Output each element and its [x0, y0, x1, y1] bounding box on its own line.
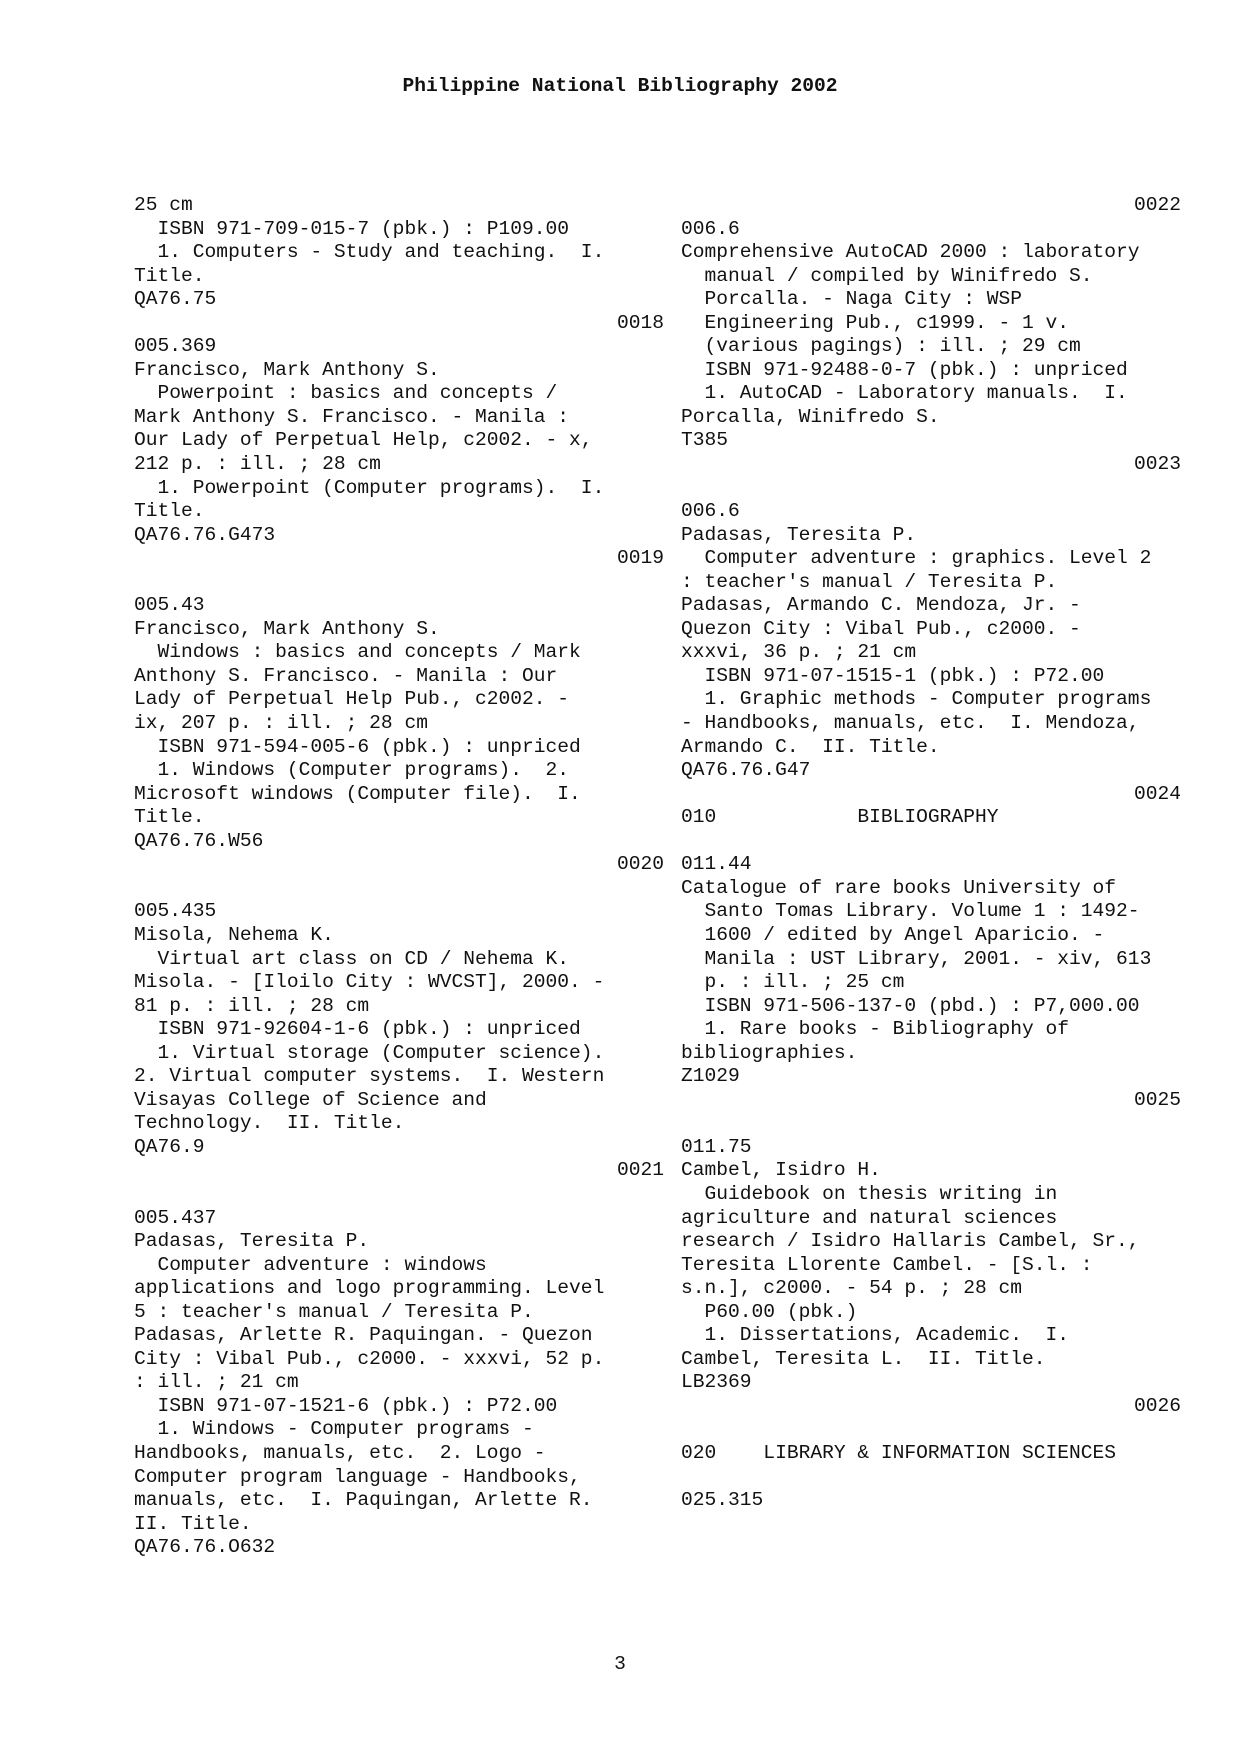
entry-line	[134, 877, 664, 901]
entry-line: Lady of Perpetual Help Pub., c2002. -	[134, 688, 570, 711]
entry-line	[681, 1466, 1181, 1490]
entry-line: QA76.9	[134, 1135, 205, 1158]
entry-line: research / Isidro Hallaris Cambel, Sr.,	[681, 1230, 1140, 1253]
entry-line: QA76.76.G47	[681, 759, 811, 782]
entry-line: 1. Powerpoint (Computer programs). I.	[134, 476, 605, 499]
entry-line: 1. Graphic methods - Computer programs	[681, 688, 1152, 711]
entry-line: 1. Windows (Computer programs). 2.	[134, 759, 570, 782]
entry-number: 0018	[616, 311, 664, 334]
entry-line: 81 p. : ill. ; 28 cm	[134, 994, 370, 1017]
entry-line: manuals, etc. I. Paquingan, Arlette R.	[134, 1489, 593, 1512]
entry-line: ISBN 971-709-015-7 (pbk.) : P109.00	[134, 217, 570, 240]
entry-line: Armando C. II. Title.	[681, 735, 940, 758]
entry-line: 1. AutoCAD - Laboratory manuals. I.	[681, 382, 1128, 405]
entry-line: Padasas, Armando C. Mendoza, Jr. -	[681, 594, 1081, 617]
entry-line: Technology. II. Title.	[134, 1112, 405, 1135]
entry-line: Padasas, Teresita P.	[681, 523, 917, 546]
page-number: 3	[614, 1653, 626, 1675]
right-column	[681, 194, 1181, 1513]
entry-line: T385	[681, 429, 729, 452]
entry-line: 2. Virtual computer systems. I. Western	[134, 1065, 605, 1088]
entry-line: Quezon City : Vibal Pub., c2000. -	[681, 617, 1081, 640]
entry-line: Our Lady of Perpetual Help, c2002. - x,	[134, 429, 593, 452]
entry-line: Engineering Pub., c1999. - 1 v.	[681, 311, 1070, 334]
entry-line: manual / compiled by Winifredo S.	[681, 264, 1093, 287]
entry-line: Handbooks, manuals, etc. 2. Logo -	[134, 1441, 546, 1464]
entry-line: Porcalla, Winifredo S.	[681, 405, 940, 428]
entry-line: Misola, Nehema K.	[134, 923, 334, 946]
entry-number: 0023	[1133, 453, 1181, 476]
entry-line: II. Title.	[134, 1512, 252, 1535]
entry-line: 005.435	[134, 900, 217, 923]
entry-line: xxxvi, 36 p. ; 21 cm	[681, 641, 917, 664]
entry-line: 025.315	[681, 1489, 764, 1512]
entry-line: bibliographies.	[681, 1041, 858, 1064]
entry-line: ISBN 971-594-005-6 (pbk.) : unpriced	[134, 735, 581, 758]
entry-line: 020 LIBRARY & INFORMATION SCIENCES	[681, 1441, 1117, 1464]
entry-line	[681, 1418, 1181, 1442]
entry-line: Title.	[134, 264, 205, 287]
entry-number: 0021	[616, 1159, 664, 1182]
entry-number: 0020	[616, 853, 664, 876]
entry-line: (various pagings) : ill. ; 29 cm	[681, 335, 1081, 358]
entry-line: 212 p. : ill. ; 28 cm	[134, 453, 381, 476]
entry-line: - Handbooks, manuals, etc. I. Mendoza,	[681, 712, 1140, 735]
entry-line: QA76.76.O632	[134, 1536, 276, 1559]
entry-line: 005.43	[134, 594, 205, 617]
entry-line: Computer adventure : graphics. Level 2	[681, 547, 1152, 570]
left-column	[134, 194, 664, 1560]
page-title: Philippine National Bibliography 2002	[402, 75, 838, 97]
entry-line: 005.437	[134, 1206, 217, 1229]
entry-line: ISBN 971-07-1515-1 (pbk.) : P72.00	[681, 664, 1105, 687]
entry-line: P60.00 (pbk.)	[681, 1300, 858, 1323]
entry-line: Francisco, Mark Anthony S.	[134, 358, 440, 381]
entry-line: 1. Dissertations, Academic. I.	[681, 1324, 1070, 1347]
entry-line: 1600 / edited by Angel Aparicio. -	[681, 923, 1105, 946]
entry-line: Cambel, Teresita L. II. Title.	[681, 1347, 1046, 1370]
entry-line	[681, 477, 1181, 501]
entry-line: QA76.76.W56	[134, 829, 264, 852]
entry-line: Francisco, Mark Anthony S.	[134, 617, 440, 640]
entry-line: Mark Anthony S. Francisco. - Manila :	[134, 405, 570, 428]
entry-number: 0026	[1133, 1394, 1181, 1417]
entry-line: applications and logo programming. Level	[134, 1277, 605, 1300]
entry-line: ISBN 971-506-137-0 (pbd.) : P7,000.00	[681, 994, 1140, 1017]
entry-line: ISBN 971-92488-0-7 (pbk.) : unpriced	[681, 358, 1128, 381]
entry-line: 1. Computers - Study and teaching. I.	[134, 241, 605, 264]
entry-line: agriculture and natural sciences	[681, 1206, 1058, 1229]
entry-line: p. : ill. ; 25 cm	[681, 971, 905, 994]
entry-line: 010 BIBLIOGRAPHY	[681, 806, 999, 829]
entry-line: Virtual art class on CD / Nehema K.	[134, 947, 570, 970]
entry-line: Misola. - [Iloilo City : WVCST], 2000. -	[134, 971, 605, 994]
entry-line: 1. Windows - Computer programs -	[134, 1418, 534, 1441]
entry-line: Comprehensive AutoCAD 2000 : laboratory	[681, 241, 1140, 264]
entry-line: Santo Tomas Library. Volume 1 : 1492-	[681, 900, 1140, 923]
entry-line: Manila : UST Library, 2001. - xiv, 613	[681, 947, 1152, 970]
entry-line: 006.6	[681, 500, 740, 523]
entry-line: ISBN 971-07-1521-6 (pbk.) : P72.00	[134, 1394, 558, 1417]
entry-line: Cambel, Isidro H.	[681, 1159, 881, 1182]
entry-line: : ill. ; 21 cm	[134, 1371, 299, 1394]
entry-line: LB2369	[681, 1371, 752, 1394]
entry-line: Computer adventure : windows	[134, 1253, 487, 1276]
entry-line: ISBN 971-92604-1-6 (pbk.) : unpriced	[134, 1018, 581, 1041]
entry-line: 011.75	[681, 1135, 752, 1158]
entry-line: Padasas, Arlette R. Paquingan. - Quezon	[134, 1324, 593, 1347]
entry-number: 0022	[1133, 194, 1181, 216]
entry-line: Windows : basics and concepts / Mark	[134, 641, 581, 664]
entry-line: Visayas College of Science and	[134, 1088, 487, 1111]
entry-line: 011.44	[681, 853, 752, 876]
entry-line: Powerpoint : basics and concepts /	[134, 382, 558, 405]
entry-line: 25 cm	[134, 194, 193, 216]
entry-line: 1. Rare books - Bibliography of	[681, 1018, 1070, 1041]
entry-line: s.n.], c2000. - 54 p. ; 28 cm	[681, 1277, 1022, 1300]
entry-line: 006.6	[681, 217, 740, 240]
entry-line	[134, 1183, 664, 1207]
entry-line: ix, 207 p. : ill. ; 28 cm	[134, 712, 428, 735]
entry-line: Title.	[134, 806, 205, 829]
entry-line: 5 : teacher's manual / Teresita P.	[134, 1300, 534, 1323]
entry-line: QA76.76.G473	[134, 523, 276, 546]
entry-line: Microsoft windows (Computer file). I.	[134, 782, 581, 805]
entry-line	[681, 830, 1181, 854]
entry-line: Catalogue of rare books University of	[681, 876, 1117, 899]
entry-line: : teacher's manual / Teresita P.	[681, 570, 1058, 593]
entry-number: 0024	[1133, 782, 1181, 805]
entry-line: 005.369	[134, 335, 217, 358]
entry-line: Teresita Llorente Cambel. - [S.l. :	[681, 1253, 1093, 1276]
entry-line: Porcalla. - Naga City : WSP	[681, 288, 1022, 311]
entry-number: 0019	[616, 547, 664, 570]
entry-line: QA76.75	[134, 288, 217, 311]
entry-line: Computer program language - Handbooks,	[134, 1465, 581, 1488]
entry-line	[681, 1112, 1181, 1136]
entry-line: Padasas, Teresita P.	[134, 1230, 370, 1253]
entry-line: City : Vibal Pub., c2000. - xxxvi, 52 p.	[134, 1347, 605, 1370]
entry-line: Title.	[134, 500, 205, 523]
entry-line: Z1029	[681, 1065, 740, 1088]
entry-line	[134, 571, 664, 595]
entry-number: 0025	[1133, 1088, 1181, 1111]
entry-line: Guidebook on thesis writing in	[681, 1182, 1058, 1205]
entry-line: 1. Virtual storage (Computer science).	[134, 1041, 605, 1064]
entry-line: Anthony S. Francisco. - Manila : Our	[134, 664, 558, 687]
